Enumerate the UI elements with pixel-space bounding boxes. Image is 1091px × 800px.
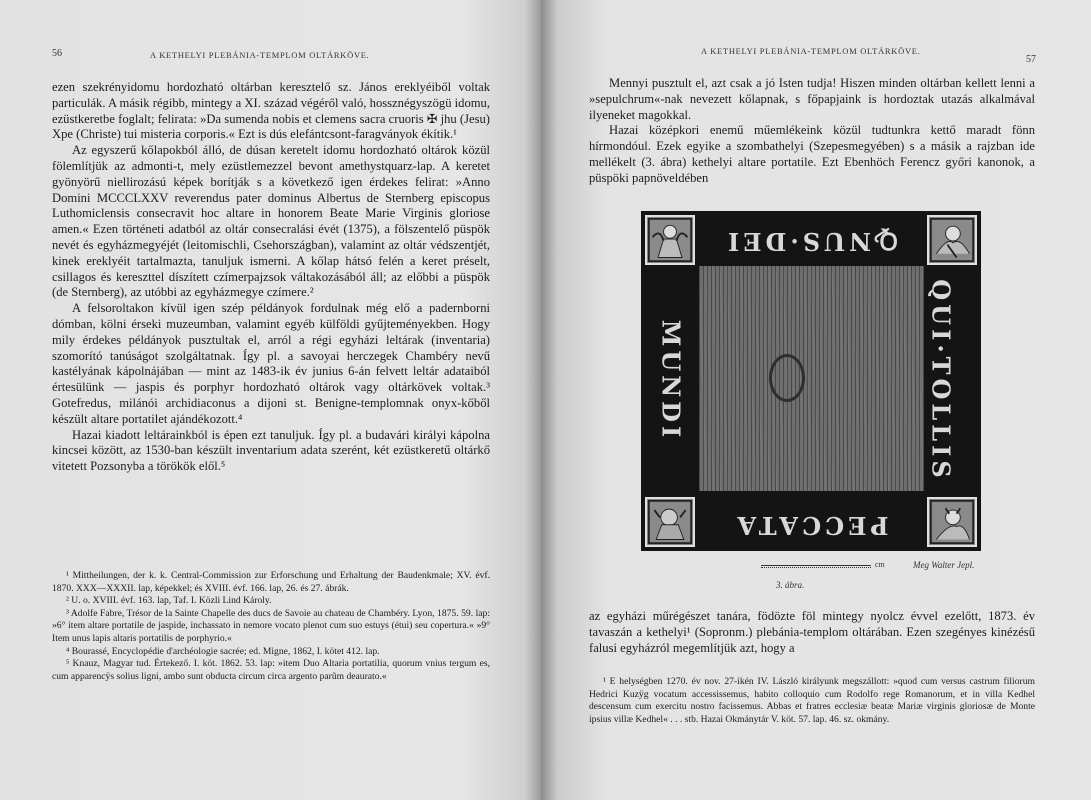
paragraph: Mennyi pusztult el, azt csak a jó Isten tudja! Hiszen minden oltárban kellett lenni a »sepulchrum«-nak nevezett kőlapnak, s főpapjaink is hordoztak utazás alkalmával ilyeneket magokkal. (589, 76, 1035, 122)
page-number: 56 (52, 48, 62, 59)
left-page (0, 0, 541, 800)
left-footnotes (52, 570, 490, 683)
paragraph: az egyházi műrégészet tanára, födözte föl mintegy nyolcz évvel ezelőtt, 1873. év tavaszán a kethelyi¹ (Sopronm.) plebánia-templom oltárában. Ezen szegényes kinézésű falusi egyházról megemlítjük azt, hogy a (589, 609, 1035, 655)
paragraph: Hazai középkori enemű műemlékeink közül tudtunkra kettő maradt fönn hírmondóul. Ezek egyike a szombathelyi (Szepesmegyében) s a másik a rajzban ide mellékelt (3. ábra) kethelyi altare portatile. Ezt Ebenhöch Ferencz győri kanonok, a püspöki papnöveldében (589, 123, 1035, 185)
paragraph: Hazai kiadott leltárainkból is épen ezt tanuljuk. Így pl. a budavári királyi kápolna kincsei között, az 1530-ban készült inventarium adata szerént, két ezüstkeretű oltárkő vitetett Pozsonyba a törökök elől.⁵ (52, 427, 490, 474)
artist-signature: Meg Walter Jepl. (913, 560, 975, 570)
right-footnotes (589, 676, 1035, 726)
inscription-top: ꝘNUS·DEI (724, 227, 898, 256)
scale-bar (761, 565, 871, 568)
paragraph: Az egyszerű kőlapokból álló, de dúsan keretelt idomu hordozható oltárok közül fölemlítjük az admonti-t, mely ezüstlemezzel bevont amethystquarz-lap. A keretet gyönyörű niellirozású képek borítják s a következő igen érdekes felirat: »Anno Domini MCCCLXXV reverendus pater dominus Albertus de Sternberg episcopus Luthomiclensis consecravit hoc altare in honorem Beate Marie Virginis gloriose amen.« Ezen történeti adatból az oltár consecralási évét (1375), a fölszentelő püspök nevét és egyházmegyéjét (leitomischli, Csehországban), valamint az oltár védszentjét, kinek ereklyéit tartalmazta, tanuljuk ismerni. A kőlap hátsó felén a keret préselt, csillagos és kereszttel díszített czímerpajzsok váltakozásából áll; az előbbi a püspök (de Sternberg), az utóbbi az egyházmegye czímere.² (52, 143, 490, 300)
wood-grain-panel (699, 266, 924, 491)
corner-angel-icon (645, 215, 695, 265)
inscription-right: QUI·TOLLIS (926, 279, 956, 482)
inscription-left: MUNDI (656, 319, 686, 442)
right-body-bottom (589, 609, 1035, 656)
paragraph: ezen szekrényidomu hordozható oltárban keresztelő sz. János ereklyéiből voltak particulák. A másik régibb, mintegy a XI. század végéről való, hossznégyszögü idomu, ezüstkeretbe foglalt; felirata: »Da sumenda nobis et clemens sacra cruoris ✠ jhu (Jesu) Xpe (Christe) tui misteria corporis.« Ezt is dús elefántcsont-faragványok ékítik.¹ (52, 80, 490, 142)
inscription-bottom: PECCATA (733, 511, 889, 540)
running-head: A KETHELYI PLEBÁNIA-TEMPLOM OLTÁRKÖVE. (150, 50, 370, 60)
paragraph: A felsoroltakon kívül igen szép példányok fordulnak még elő a padernborni dómban, kölni érseki muzeumban, valamint egyéb külföldi gyűjteményekben. Hogy mily érdekes példányok pusztultak el, arról a régi egyházi leltárak (inventaria) szomorító tanúságot szolgáltatnak. Így pl. a savoyai herczegek Chambéry nevű kastélyának kápolnájában — mint az 1483-ik év junius 6-án felvett leltár adataiból értesülünk — jaspis és porphyr hordozható oltárok vagy oltárkövek voltak.³ Gotefredus, milánói archidiaconus a dijoni st. Benigne-templomnak onyx-kőből készült altare portatilet ajándékozott.⁴ (52, 301, 490, 426)
corner-ox-icon (927, 497, 977, 547)
right-body-top (589, 76, 1035, 187)
wood-knot (769, 354, 805, 402)
corner-eagle-icon (927, 215, 977, 265)
footnote: ⁴ Bourassé, Encyclopédie d'archéologie sacrée; ed. Migne, 1862, I. kötet 412. lap. (66, 645, 380, 657)
running-head: A KETHELYI PLEBÁNIA-TEMPLOM OLTÁRKÖVE. (701, 46, 921, 56)
figure-caption: 3. ábra. (776, 580, 805, 590)
footnote: ³ Adolfe Fabre, Trésor de la Sainte Chapelle des ducs de Savoie au chateau de Chambéry. Lyon, 1875. 59. lap: »6° item altare portatile de jaspide, inchassato in nemore vocato plenot cum suo estuys (étui) seu copertura.« »9° Item unus lapis altaris portatilis de porphyrio.« (52, 607, 490, 644)
corner-lion-icon (645, 497, 695, 547)
page-number: 57 (1026, 54, 1036, 65)
footnote: ² U. o. XVIII. évf. 163. lap, Taf. I. Közli Lind Károly. (66, 595, 272, 607)
footnote: ¹ E helységben 1270. év nov. 27-ikén IV. László királyunk megszállott: »quod cum versus castrum filiorum Hedrici Kuzÿg vocatum accessissemus, habito colloquio cum Rodolfo rege Romanorum, et in villa Kedhel descensum cum exercitu nostro facissemus. Abbas et fratres ecclesiæ beatæ Mariæ virginis gloriosæ de Monte ipsius villæ Kedhel« . . . stb. Hazai Okmánytár V. köt. 57. lap. 46. sz. okmány. (589, 676, 1035, 725)
left-body (52, 80, 490, 475)
footnote: ¹ Mittheilungen, der k. k. Central-Commission zur Erforschung und Erhaltung der Baudenkmale; XV. évf. 1870. XXX—XXXII. lap, képekkel; és XVIII. évf. 166. lap, 26. és 27. ábrák. (52, 570, 490, 594)
altar-stone-figure (641, 211, 981, 551)
footnote: ⁵ Knauz, Magyar tud. Értekező. I. köt. 1862. 53. lap: »item Duo Altaria portatilia, quorum vnius tergum es, cum apparencÿs solius ligni, ambo sunt obducta circum circa argento parũm deaurato.« (52, 658, 490, 682)
scale-label: cm (875, 560, 885, 569)
right-page (541, 0, 1091, 800)
